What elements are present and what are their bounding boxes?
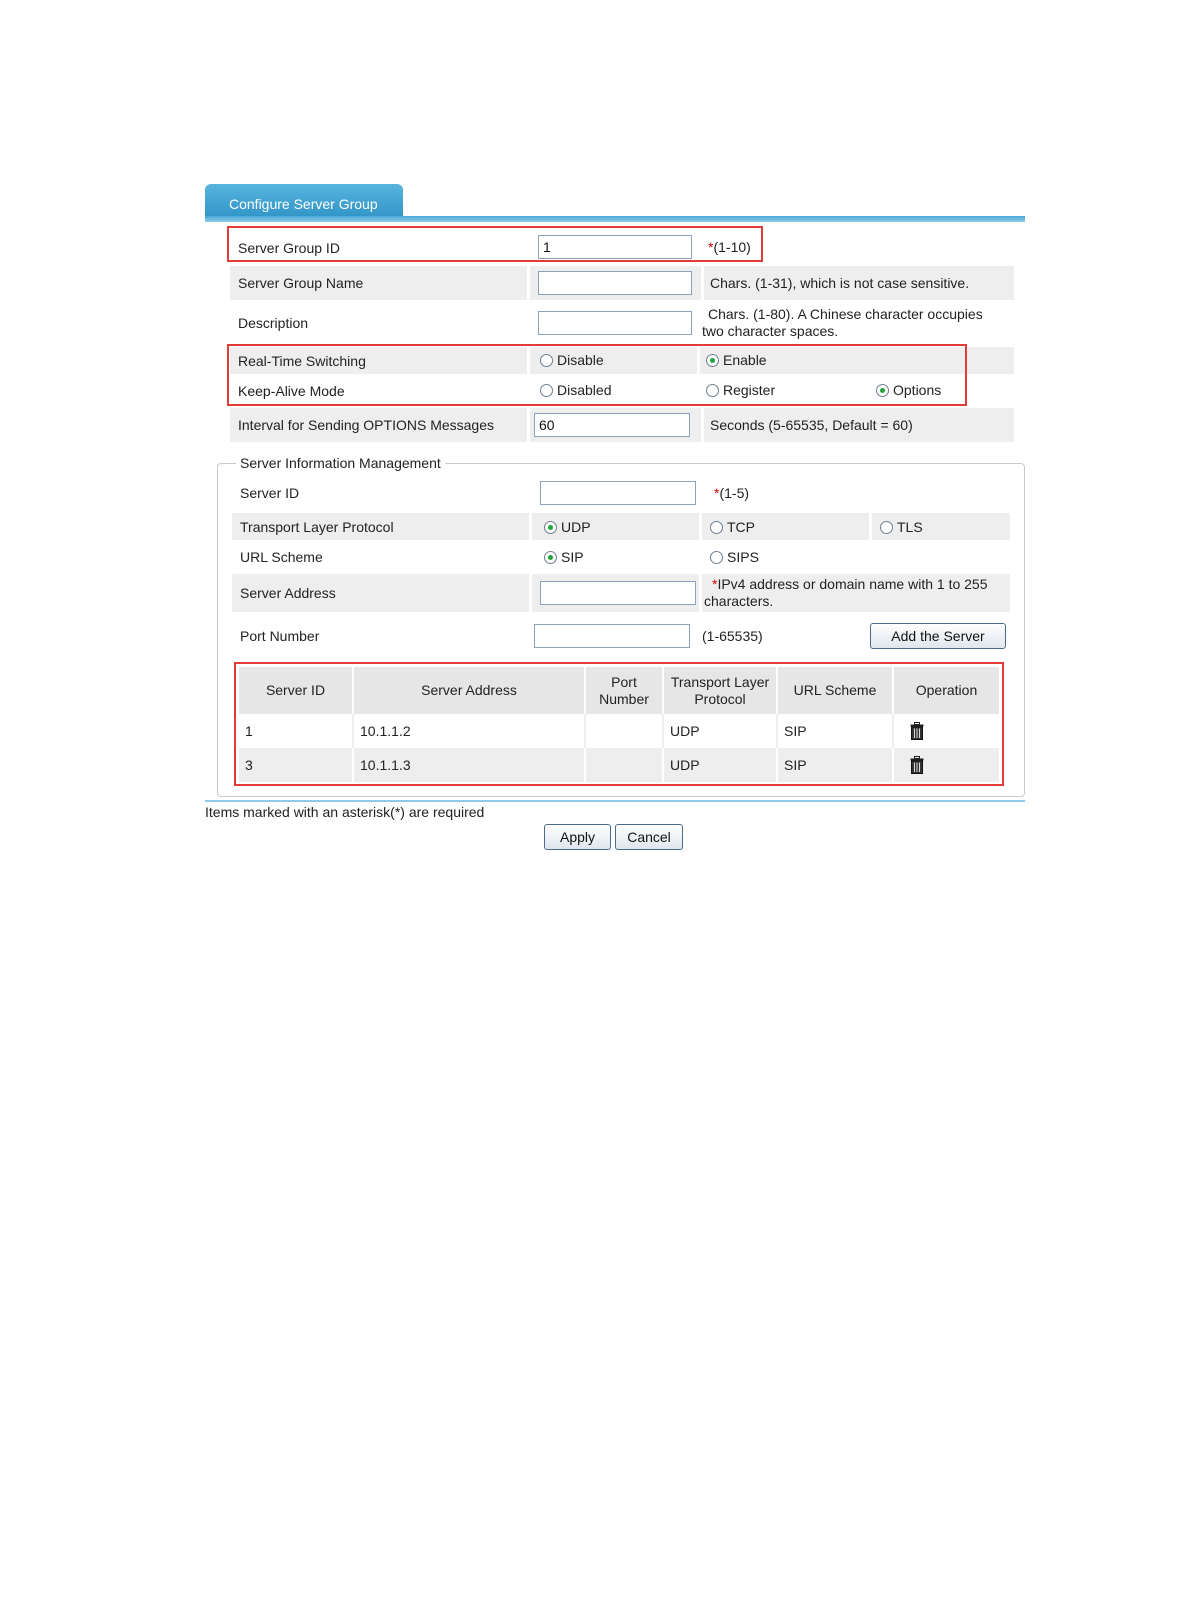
server-table-header	[239, 667, 999, 714]
server-address-input[interactable]	[540, 581, 696, 605]
server-group-id-label: Server Group ID	[238, 239, 340, 256]
transport-protocol-row	[232, 513, 1010, 540]
required-note: Items marked with an asterisk(*) are required	[205, 804, 485, 820]
radio-circle-icon	[710, 521, 723, 534]
server-id-label: Server ID	[240, 485, 300, 501]
options-interval-row	[230, 408, 1014, 442]
keepalive-options-radio[interactable]: Options	[876, 382, 941, 398]
port-number-hint: (1-65535)	[702, 627, 763, 644]
radio-circle-icon	[710, 551, 723, 564]
radio-selected-icon	[544, 551, 557, 564]
description-input[interactable]	[538, 311, 692, 335]
cell-operation	[893, 714, 999, 748]
realtime-switching-label: Real-Time Switching	[238, 352, 366, 369]
keepalive-disabled-radio[interactable]: Disabled	[540, 382, 611, 398]
options-interval-label: Interval for Sending OPTIONS Messages	[238, 417, 494, 433]
cell-operation	[893, 748, 999, 782]
realtime-switching-row	[230, 347, 1014, 374]
trash-icon[interactable]	[910, 722, 924, 740]
server-id-input[interactable]	[540, 481, 696, 505]
keepalive-mode-label: Keep-Alive Mode	[238, 382, 345, 399]
server-group-id-hint: * (1-10)	[708, 239, 751, 255]
radio-circle-icon	[880, 521, 893, 534]
radio-selected-icon	[544, 521, 557, 534]
description-label: Description	[238, 315, 309, 331]
table-row	[239, 748, 999, 782]
radio-selected-icon	[706, 354, 719, 367]
column-header-port-number[interactable]: Port Number	[585, 667, 663, 714]
server-id-hint: * (1-5)	[714, 484, 750, 501]
realtime-disable-radio[interactable]: Disable	[540, 352, 604, 368]
column-header-transport-protocol[interactable]: Transport Layer Protocol	[663, 667, 777, 714]
server-address-hint: *IPv4 address or domain name with 1 to 255 characters.	[704, 576, 988, 609]
radio-circle-icon	[540, 354, 553, 367]
cell-port-number	[585, 748, 663, 782]
column-header-operation: Operation	[893, 667, 999, 714]
column-header-server-id[interactable]: Server ID	[239, 667, 353, 714]
radio-circle-icon	[706, 384, 719, 397]
server-info-legend: Server Information Management	[236, 454, 445, 472]
port-number-row	[232, 619, 1010, 653]
server-id-row	[232, 478, 1010, 508]
table-row	[239, 714, 999, 748]
cancel-button[interactable]: Cancel	[615, 824, 683, 850]
server-group-name-label: Server Group Name	[238, 275, 364, 291]
description-row	[230, 304, 1014, 342]
realtime-enable-radio[interactable]: Enable	[706, 352, 767, 368]
column-header-server-address[interactable]: Server Address	[353, 667, 585, 714]
footer-divider	[205, 800, 1025, 802]
radio-selected-icon	[876, 384, 889, 397]
transport-udp-radio[interactable]: UDP	[544, 519, 591, 535]
url-scheme-sips-radio[interactable]: SIPS	[710, 549, 759, 565]
tab-configure-server-group[interactable]: Configure Server Group	[205, 184, 403, 220]
options-interval-input[interactable]	[534, 413, 690, 437]
cell-server-id: 3	[239, 748, 353, 782]
server-group-name-row	[230, 266, 1014, 300]
cell-url-scheme: SIP	[777, 748, 893, 782]
keepalive-register-radio[interactable]: Register	[706, 382, 775, 398]
cell-port-number	[585, 714, 663, 748]
port-number-label: Port Number	[240, 628, 320, 644]
description-hint: Chars. (1-80). A Chinese character occupies two character spaces.	[702, 306, 983, 339]
url-scheme-sip-radio[interactable]: SIP	[544, 549, 584, 565]
server-group-name-input[interactable]	[538, 271, 692, 295]
server-address-label: Server Address	[240, 585, 336, 601]
server-group-name-hint: Chars. (1-31), which is not case sensitive.	[710, 274, 970, 291]
keepalive-mode-row	[230, 377, 1014, 404]
trash-icon[interactable]	[910, 756, 924, 774]
tab-underline	[205, 216, 1025, 222]
cell-transport-protocol: UDP	[663, 714, 777, 748]
column-header-url-scheme[interactable]: URL Scheme	[777, 667, 893, 714]
cell-server-id: 1	[239, 714, 353, 748]
add-server-button[interactable]: Add the Server	[870, 623, 1006, 649]
server-table	[239, 667, 999, 782]
transport-tcp-radio[interactable]: TCP	[710, 519, 755, 535]
cell-transport-protocol: UDP	[663, 748, 777, 782]
cell-url-scheme: SIP	[777, 714, 893, 748]
transport-tls-radio[interactable]: TLS	[880, 519, 923, 535]
server-address-row	[232, 574, 1010, 612]
cell-server-address: 10.1.1.3	[353, 748, 585, 782]
url-scheme-label: URL Scheme	[240, 548, 323, 565]
transport-protocol-label: Transport Layer Protocol	[240, 518, 394, 535]
cell-server-address: 10.1.1.2	[353, 714, 585, 748]
options-interval-hint: Seconds (5-65535, Default = 60)	[710, 416, 913, 433]
url-scheme-row	[232, 543, 1010, 570]
radio-circle-icon	[540, 384, 553, 397]
server-group-id-row	[230, 231, 1014, 264]
server-group-id-input[interactable]	[538, 235, 692, 259]
apply-button[interactable]: Apply	[544, 824, 611, 850]
port-number-input[interactable]	[534, 624, 690, 648]
